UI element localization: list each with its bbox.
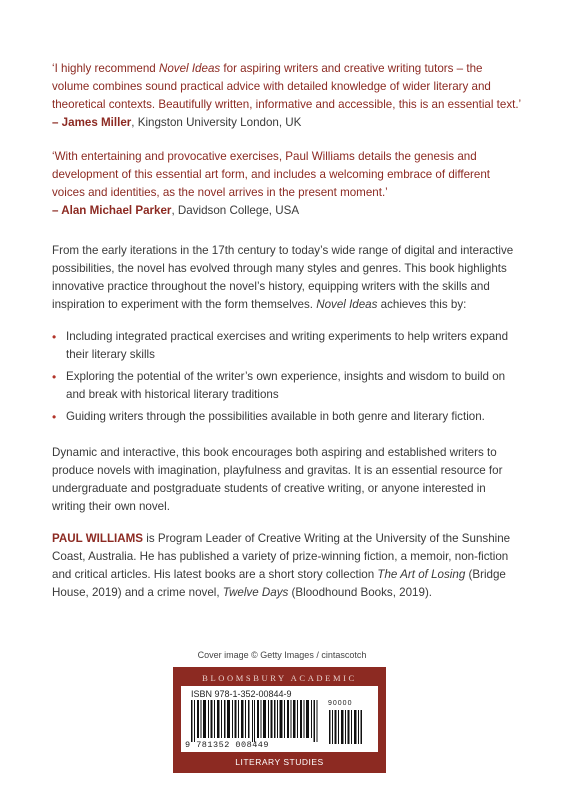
summary-paragraph: Dynamic and interactive, this book encourages both aspiring and established writers to produce novels with imagination, playfulness and gravitas. It is an essential resource for undergraduate and postgraduate students of creative writing, or anyone interested in writing their own novel. xyxy=(52,446,503,513)
isbn-label: ISBN 978-1-352-00844-9 xyxy=(191,689,292,699)
quote-book-title: Novel Ideas xyxy=(158,62,221,75)
feature-list xyxy=(52,328,522,426)
author-name: PAUL WILLIAMS xyxy=(52,532,144,545)
review-attribution: – James Miller, Kingston University London, UK xyxy=(52,116,302,129)
list-item: • Guiding writers through the possibilities available in both genre and literary fiction. xyxy=(52,410,485,424)
review-quote-1: ‘I highly recommend Novel Ideas for aspiring writers and creative writing tutors – the volume combines sound practical advice with detailed knowledge of wider literary and theoretical contexts. Beautifully written, informative and accessible, this is an essential text.’ – James Miller, Kingston University London, UK xyxy=(52,60,522,132)
author-bio: PAUL WILLIAMS is Program Leader of Creative Writing at the University of the Sunshine Coast, Australia. He has published a variety of prize-winning fiction, a memoir, non-fiction and critical articles. His latest books are a short story collection The Art of Losing (Bridge House, 2019) and a crime novel, Twelve Days (Bloodhound Books, 2019). xyxy=(52,532,511,599)
cover-image-credit: Cover image © Getty Images / cintascotch xyxy=(197,650,367,660)
subject-category: LITERARY STUDIES xyxy=(235,757,324,767)
barcode-panel xyxy=(181,686,378,752)
supplement-number: 90000 xyxy=(328,700,353,707)
book-title: Twelve Days xyxy=(222,586,289,599)
bullet-icon: • xyxy=(52,370,57,384)
reviewer-name: Alan Michael Parker xyxy=(61,204,172,217)
back-cover-content xyxy=(52,60,522,616)
list-item: • Including integrated practical exercises and writing experiments to help writers expand their literary skills xyxy=(52,330,509,361)
intro-book-title: Novel Ideas xyxy=(316,298,378,311)
barcode-icon xyxy=(191,700,321,742)
reviewer-name: James Miller xyxy=(61,116,132,129)
reviewer-affiliation: , Kingston University London, UK xyxy=(131,116,302,129)
barcode-block xyxy=(173,667,386,773)
reviewer-affiliation: , Davidson College, USA xyxy=(171,204,300,217)
supplement-barcode-icon xyxy=(329,710,363,744)
book-title: The Art of Losing xyxy=(377,568,466,581)
publisher-name: BLOOMSBURY ACADEMIC xyxy=(202,673,357,683)
bullet-icon: • xyxy=(52,410,57,424)
intro-paragraph: From the early iterations in the 17th century to today’s wide range of digital and interactive possibilities, the novel has evolved through many styles and genres. This book highlights innovative practice throughout the novel’s history, equipping writers with the skills and inspiration to experiment with the form themselves. Novel Ideas achieves this by: xyxy=(52,244,514,311)
list-item: • Exploring the potential of the writer’s own experience, insights and wisdom to build on and break with historical literary traditions xyxy=(52,370,506,401)
barcode-digits: 9 781352 008449 xyxy=(185,740,270,750)
review-quote-2: ‘With entertaining and provocative exercises, Paul Williams details the genesis and development of this essential art form, and includes a welcoming embrace of different voices and identities, as the novel arrives in the present moment.’ – Alan Michael Parker, Davidson College, USA xyxy=(52,148,522,220)
bullet-icon: • xyxy=(52,330,57,344)
review-attribution: – Alan Michael Parker, Davidson College, USA xyxy=(52,204,300,217)
